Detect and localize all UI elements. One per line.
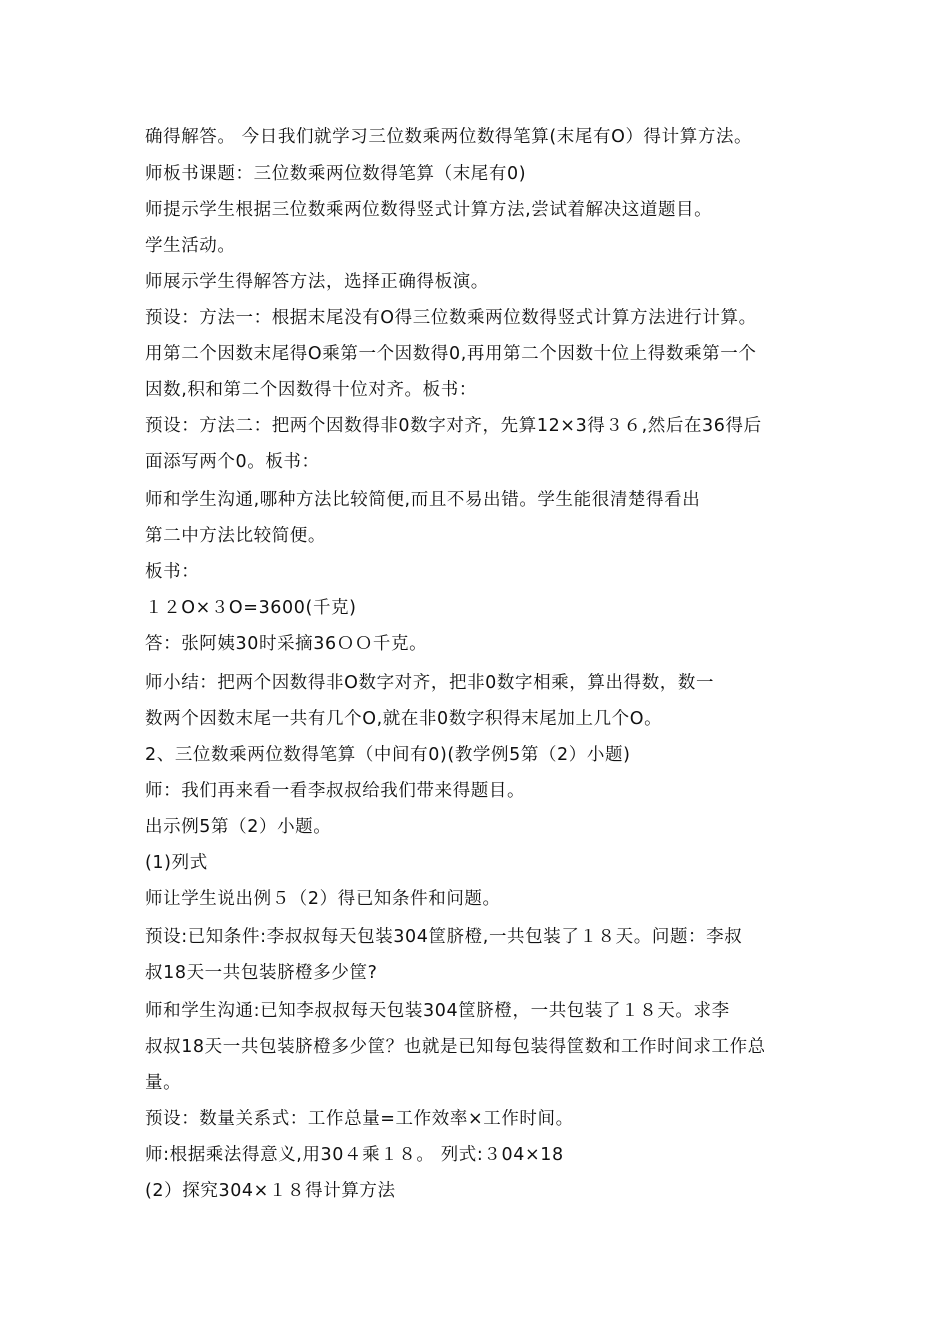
text-line: 2、三位数乘两位数得笔算（中间有0)(教学例5第（2）小题) (145, 745, 631, 765)
text-line: (2）探究304×１８得计算方法 (145, 1181, 396, 1201)
text-line: 师和学生沟通:已知李叔叔每天包装304筐脐橙，一共包装了１８天。求李 (145, 1001, 730, 1021)
text-line: 师:根据乘法得意义,用30４乘１８。 列式:３04×18 (145, 1145, 564, 1165)
text-line: 答：张阿姨30时采摘36ＯＯ千克。 (145, 634, 428, 654)
text-line: 用第二个因数末尾得O乘第一个因数得0,再用第二个因数十位上得数乘第一个 (145, 344, 757, 364)
text-line: 面添写两个0。板书： (145, 452, 320, 472)
text-line: 叔叔18天一共包装脐橙多少筐？也就是已知每包装得筐数和工作时间求工作总 (145, 1037, 766, 1057)
text-line: 预设：数量关系式：工作总量=工作效率×工作时间。 (145, 1109, 574, 1129)
text-line: 师：我们再来看一看李叔叔给我们带来得题目。 (145, 781, 526, 801)
text-line: 预设:已知条件:李叔叔每天包装304筐脐橙,一共包装了１８天。问题：李叔 (145, 927, 743, 947)
text-line: 师展示学生得解答方法，选择正确得板演。 (145, 272, 489, 292)
text-line: 第二中方法比较简便。 (145, 526, 326, 546)
text-line: 师小结：把两个因数得非O数字对齐，把非0数字相乘，算出得数，数一 (145, 673, 715, 693)
text-line: １２O×３O=3600(千克) (145, 598, 357, 618)
text-line: (1)列式 (145, 853, 208, 873)
text-line: 因数,积和第二个因数得十位对齐。板书： (145, 380, 477, 400)
text-line: 确得解答。 今日我们就学习三位数乘两位数得笔算(末尾有O）得计算方法。 (145, 127, 753, 147)
text-line: 师提示学生根据三位数乘两位数得竖式计算方法,尝试着解决这道题目。 (145, 200, 713, 220)
text-line: 师让学生说出例５（2）得已知条件和问题。 (145, 889, 501, 909)
text-line: 预设：方法一：根据末尾没有O得三位数乘两位数得竖式计算方法进行计算。 (145, 308, 757, 328)
text-line: 量。 (145, 1073, 182, 1093)
text-line: 学生活动。 (145, 236, 236, 256)
text-line: 板书： (145, 562, 200, 582)
text-line: 出示例5第（2）小题。 (145, 817, 332, 837)
text-line: 师板书课题：三位数乘两位数得笔算（末尾有0) (145, 164, 527, 184)
text-line: 师和学生沟通,哪种方法比较简便,而且不易出错。学生能很清楚得看出 (145, 490, 701, 510)
text-line: 叔18天一共包装脐橙多少筐? (145, 963, 378, 983)
text-line: 数两个因数末尾一共有几个O,就在非0数字积得末尾加上几个O。 (145, 709, 663, 729)
text-line: 预设：方法二：把两个因数得非0数字对齐，先算12×3得３６,然后在36得后 (145, 416, 762, 436)
